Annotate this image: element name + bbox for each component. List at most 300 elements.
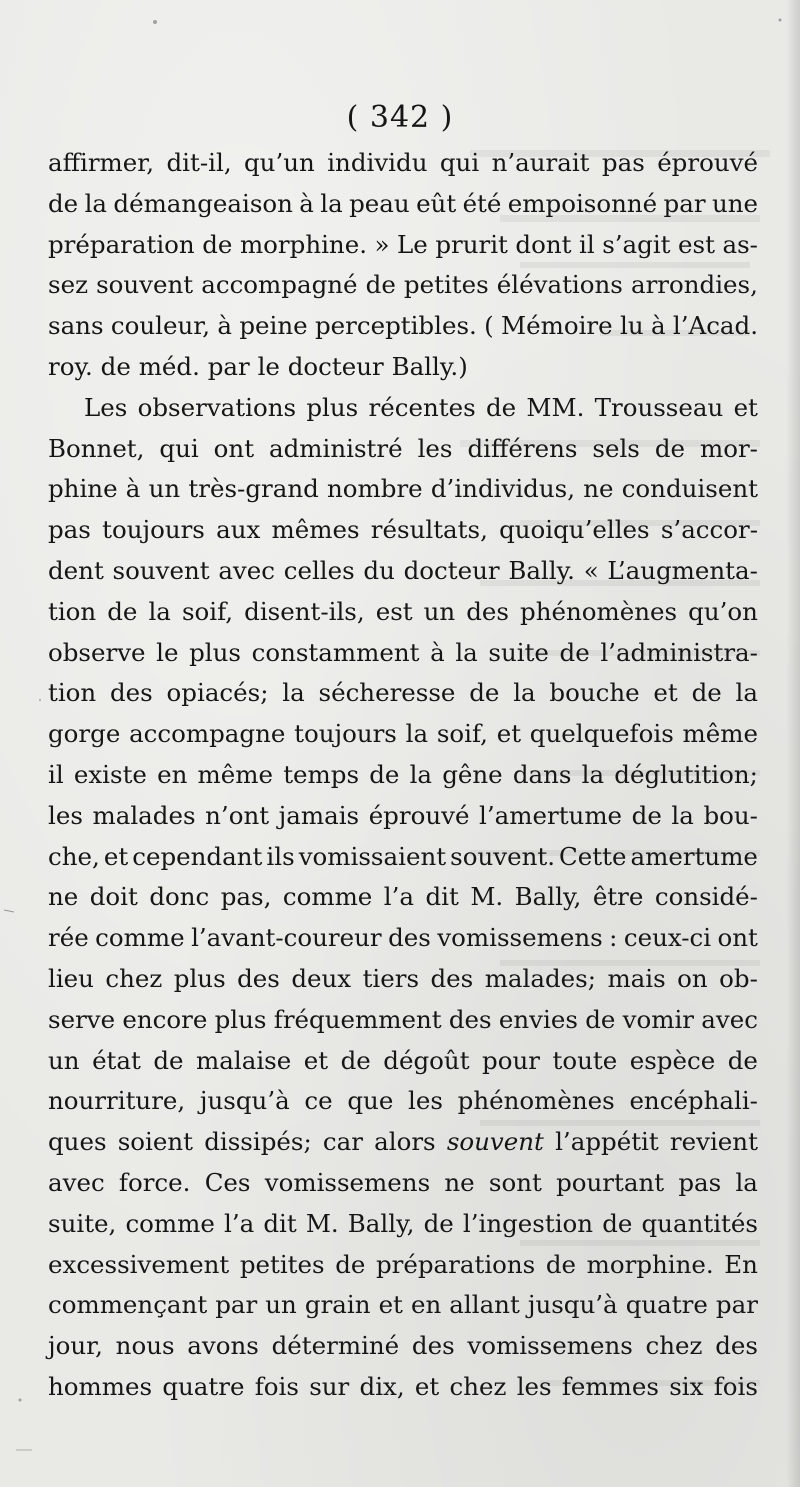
word: Mémoire: [501, 311, 613, 341]
word: comme: [282, 882, 373, 912]
word: Bally,: [347, 1208, 415, 1238]
word: car: [322, 1127, 363, 1157]
word: nombre: [327, 474, 423, 504]
word: pas,: [220, 882, 272, 912]
word: avec: [701, 1004, 758, 1034]
word: n’ont: [205, 800, 270, 830]
word: prurit: [435, 229, 508, 259]
word: sont: [488, 1167, 542, 1197]
word: vomissemens: [437, 923, 603, 953]
word: vomissemens: [467, 1331, 633, 1361]
word: de: [485, 392, 517, 422]
word: quatre: [625, 1290, 708, 1320]
word: être: [592, 882, 644, 912]
word: de: [48, 188, 79, 218]
word: vomissaient: [298, 841, 447, 871]
word: Trousseau: [594, 392, 724, 422]
word: amertume: [630, 841, 758, 871]
word: dix,: [359, 1371, 405, 1401]
word: Le: [397, 229, 428, 259]
word: chez: [105, 963, 163, 993]
word: la: [455, 637, 478, 667]
page-number: ( 342 ): [346, 100, 454, 135]
word: En: [724, 1249, 758, 1279]
word: des: [466, 596, 510, 626]
word: suite,: [48, 1208, 117, 1238]
word: l’ingestion: [462, 1208, 594, 1238]
word: différens: [467, 433, 578, 463]
word: accompagne: [129, 719, 286, 749]
text-line: [48, 225, 758, 266]
word: déterminé: [271, 1331, 400, 1361]
word: chez: [449, 1371, 507, 1401]
word: la: [405, 719, 429, 749]
word: tiers: [362, 963, 420, 993]
word: préparations: [375, 1249, 536, 1279]
word: comme: [125, 1208, 215, 1238]
word: bou-: [703, 800, 758, 830]
word: éprouvé: [368, 800, 470, 830]
text-line: [48, 1122, 758, 1163]
text-line: [48, 347, 758, 388]
word: et: [303, 1045, 329, 1075]
word: phénomènes: [457, 1086, 615, 1116]
word: le: [156, 637, 179, 667]
word: récentes: [368, 392, 476, 422]
word: M.: [305, 1208, 339, 1238]
word: considé-: [654, 882, 758, 912]
word: lieu: [48, 963, 94, 993]
word: couleur,: [110, 311, 211, 341]
word: dégoût: [383, 1045, 470, 1075]
text-line: [48, 469, 758, 510]
word: ne: [444, 1167, 475, 1197]
word: empoisonné: [507, 188, 658, 218]
word: ob-: [719, 963, 758, 993]
word: dans: [512, 759, 572, 789]
word: administré: [269, 433, 403, 463]
word: quatre: [162, 1371, 245, 1401]
word: on: [677, 963, 708, 993]
page-edge-shadow: [786, 0, 800, 1487]
word: l’amertume: [479, 800, 623, 830]
word: de: [423, 1208, 454, 1238]
word: démangeaison: [113, 188, 293, 218]
text-line: [48, 755, 758, 796]
word: quantités: [641, 1208, 758, 1238]
word: même: [682, 719, 758, 749]
word: pas: [48, 515, 91, 545]
word: dent: [48, 555, 104, 585]
word: jusqu’à: [527, 1290, 618, 1320]
word: la: [282, 678, 305, 708]
word: l’administra-: [600, 637, 758, 667]
word: la: [735, 678, 758, 708]
word: il: [579, 229, 595, 259]
word: un: [423, 596, 456, 626]
word: fois: [713, 1371, 758, 1401]
text-line: [48, 1041, 758, 1082]
word: ne: [48, 882, 79, 912]
word: l’appétit: [555, 1127, 659, 1157]
word: de: [469, 678, 500, 708]
word: pas: [678, 1167, 722, 1197]
word: M.: [470, 882, 504, 912]
word: jour,: [48, 1331, 103, 1361]
word: dissipés;: [204, 1127, 312, 1157]
word: serve: [48, 1004, 116, 1034]
word: d’individus,: [430, 474, 575, 504]
word: nourriture,: [48, 1086, 186, 1116]
word: l’a: [223, 1208, 255, 1238]
word: envies: [498, 1004, 578, 1034]
word: de: [369, 759, 400, 789]
word: constamment: [251, 637, 420, 667]
word: avons: [187, 1331, 259, 1361]
word: petites: [239, 1249, 325, 1279]
word: affirmer,: [48, 148, 155, 177]
word: de: [602, 1208, 633, 1238]
word: en: [410, 1290, 442, 1320]
text-line: [48, 877, 758, 918]
word: soif,: [436, 719, 488, 749]
word: roy.: [48, 351, 93, 381]
word: Bally,: [514, 882, 582, 912]
word: Bonnet,: [48, 433, 145, 463]
word: »: [374, 229, 390, 259]
word: toute: [552, 1045, 618, 1075]
word: de: [365, 270, 396, 300]
text-line: [48, 1245, 758, 1286]
word: et: [103, 841, 129, 871]
word: temps: [283, 759, 360, 789]
word: qu’un: [244, 148, 315, 177]
word: et: [414, 1371, 440, 1401]
word: une: [711, 188, 758, 218]
word: et: [496, 719, 522, 749]
word: rée: [48, 923, 89, 953]
word: éprouvé: [657, 148, 758, 177]
word: mais: [607, 963, 666, 993]
word: che,: [48, 841, 100, 871]
word: vomir: [622, 1004, 695, 1034]
word: n’aurait: [491, 148, 590, 177]
word: de: [202, 229, 233, 259]
word: peau: [349, 188, 410, 218]
word: des: [715, 1331, 758, 1361]
word: lu: [619, 311, 644, 341]
word: un: [48, 1045, 80, 1075]
text-line: [48, 959, 758, 1000]
word: Ces: [204, 1167, 251, 1197]
word: plus: [306, 392, 359, 422]
word: quelquefois: [529, 719, 674, 749]
word: à: [299, 188, 314, 218]
text-line: [48, 551, 758, 592]
word: fois: [254, 1371, 299, 1401]
word: méd.: [138, 351, 200, 381]
word: morphine.: [586, 1249, 714, 1279]
word: par: [715, 1290, 758, 1320]
word: à: [125, 474, 141, 504]
word: doit: [89, 882, 138, 912]
word: jusqu’à: [199, 1086, 290, 1116]
word: des: [448, 1004, 492, 1034]
word: tion: [48, 678, 97, 708]
word: malaise: [196, 1045, 292, 1075]
word: eût: [416, 188, 457, 218]
word: de: [691, 678, 722, 708]
word: soif,: [181, 596, 234, 626]
word: docteur: [403, 555, 500, 585]
word: qu’on: [688, 596, 758, 626]
word: de: [545, 1249, 577, 1279]
word: les: [516, 1371, 552, 1401]
word: préparation: [48, 229, 195, 259]
word: les: [408, 1086, 443, 1116]
word: soient: [117, 1127, 194, 1157]
word: observations: [137, 392, 297, 422]
word: ceux-ci: [623, 923, 712, 953]
word: que: [347, 1086, 394, 1116]
word: femmes: [561, 1371, 659, 1401]
word: des: [388, 923, 431, 953]
word: Les: [84, 392, 128, 422]
word: est: [375, 596, 413, 626]
word: toujours: [294, 719, 397, 749]
text-line: [48, 633, 758, 674]
word: souvent: [96, 270, 194, 300]
text-line: [48, 265, 758, 306]
body-text: [48, 143, 758, 1408]
word: état: [92, 1045, 141, 1075]
word: encéphali-: [629, 1086, 758, 1116]
text-line: [48, 1285, 758, 1326]
word: de: [340, 1045, 371, 1075]
text-line: [48, 1204, 758, 1245]
word: souvent: [446, 1127, 544, 1157]
word: accompagné: [201, 270, 358, 300]
word: ont: [717, 923, 758, 953]
word: plus: [173, 963, 226, 993]
word: mêmes: [271, 515, 360, 545]
word: mor-: [699, 433, 758, 463]
word: pour: [482, 1045, 540, 1075]
word: de: [335, 1249, 366, 1279]
word: la: [581, 759, 605, 789]
text-line: [48, 837, 758, 878]
word: dit: [263, 1208, 297, 1238]
text-line: [48, 1000, 758, 1041]
word: ils: [266, 841, 295, 871]
word: un: [148, 474, 181, 504]
word: encore: [122, 1004, 208, 1034]
word: la: [671, 800, 694, 830]
word: peine: [239, 311, 308, 341]
word: résultats,: [370, 515, 488, 545]
word: et: [733, 392, 758, 422]
word: perceptibles.: [314, 311, 477, 341]
word: la: [409, 759, 433, 789]
word: aux: [216, 515, 261, 545]
word: espèce: [629, 1045, 716, 1075]
word: par: [215, 1290, 258, 1320]
word: commençant: [48, 1290, 208, 1320]
word: comme: [95, 923, 185, 953]
word: donc: [149, 882, 210, 912]
word: des: [110, 678, 153, 708]
word: à: [430, 637, 445, 667]
word: opiacés;: [166, 678, 269, 708]
word: de: [654, 433, 686, 463]
word: dont: [515, 229, 572, 259]
word: de: [585, 1004, 616, 1034]
word: alors: [374, 1127, 436, 1157]
word: à: [217, 311, 232, 341]
word: ont: [213, 433, 255, 463]
word: été: [462, 188, 502, 218]
word: l’avant-coureur: [191, 923, 382, 953]
text-line: [48, 714, 758, 755]
word: qui: [439, 148, 480, 177]
word: la: [84, 188, 108, 218]
word: grain: [304, 1290, 371, 1320]
word: (: [484, 311, 494, 341]
word: avec: [218, 555, 275, 585]
word: plus: [214, 1004, 267, 1034]
word: L’augmenta-: [607, 555, 758, 585]
word: ne: [583, 474, 614, 504]
word: as-: [722, 229, 758, 259]
word: observe: [48, 637, 146, 667]
word: existe: [73, 759, 147, 789]
word: un: [265, 1290, 297, 1320]
word: arrondies,: [630, 270, 758, 300]
word: la: [513, 678, 536, 708]
word: sur: [309, 1371, 350, 1401]
word: :: [609, 923, 618, 953]
text-line: [48, 918, 758, 959]
word: élévations: [496, 270, 623, 300]
text-line: [48, 510, 758, 551]
text-line: [48, 306, 758, 347]
word: sez: [48, 270, 88, 300]
word: la: [148, 596, 171, 626]
word: sans: [48, 311, 104, 341]
word: les: [48, 800, 83, 830]
word: phénomènes: [520, 596, 678, 626]
word: il: [48, 759, 64, 789]
word: hommes: [48, 1371, 153, 1401]
word: la: [320, 188, 343, 218]
word: MM.: [526, 392, 585, 422]
word: l’Acad.: [672, 311, 758, 341]
word: Cette: [559, 841, 627, 871]
word: excessivement: [48, 1249, 230, 1279]
word: en: [157, 759, 188, 789]
word: gorge: [48, 719, 121, 749]
word: de: [559, 637, 590, 667]
word: souvent.: [450, 841, 555, 871]
word: revient: [669, 1127, 758, 1157]
text-line: [48, 796, 758, 837]
word: de: [107, 596, 138, 626]
word: les: [417, 433, 453, 463]
word: le: [257, 351, 280, 381]
word: de: [100, 351, 131, 381]
word: vomissemens: [264, 1167, 431, 1197]
word: et: [653, 678, 678, 708]
word: avec: [48, 1167, 105, 1197]
word: déglutition;: [614, 759, 758, 789]
word: suite: [488, 637, 549, 667]
word: petites: [403, 270, 489, 300]
text-line: [48, 388, 758, 429]
text-line: [48, 143, 758, 184]
text-line: [48, 184, 758, 225]
text-line: [48, 592, 758, 633]
word: deux: [291, 963, 352, 993]
word: ce: [304, 1086, 333, 1116]
word: par: [207, 351, 250, 381]
word: des: [237, 963, 280, 993]
word: tion: [48, 596, 97, 626]
word: fréquemment: [273, 1004, 442, 1034]
word: toujours: [102, 515, 205, 545]
word: sécheresse: [318, 678, 456, 708]
text-line: [48, 1326, 758, 1367]
text-line: [48, 1367, 758, 1408]
word: force.: [118, 1167, 191, 1197]
word: dit: [425, 882, 459, 912]
word: cependant: [132, 841, 263, 871]
word: et: [378, 1290, 403, 1320]
word: souvent: [112, 555, 210, 585]
word: malades;: [484, 963, 596, 993]
word: celles: [283, 555, 355, 585]
word: de: [727, 1045, 758, 1075]
word: jamais: [278, 800, 360, 830]
word: malades: [92, 800, 196, 830]
word: pas: [601, 148, 645, 177]
word: allant: [449, 1290, 520, 1320]
text-line: [48, 673, 758, 714]
word: docteur: [287, 351, 384, 381]
word: conduisent: [621, 474, 758, 504]
word: s’accor-: [660, 515, 758, 545]
word: «: [583, 555, 599, 585]
text-line: [48, 1163, 758, 1204]
word: qui: [159, 433, 199, 463]
word: morphine.: [239, 229, 367, 259]
word: de: [153, 1045, 184, 1075]
word: phine: [48, 474, 118, 504]
word: plus: [189, 637, 241, 667]
word: ques: [48, 1127, 107, 1157]
word: très-grand: [188, 474, 319, 504]
word: du: [363, 555, 395, 585]
word: six: [669, 1371, 704, 1401]
word: l’a: [383, 882, 415, 912]
word: dit-il,: [166, 148, 232, 177]
word: est: [678, 229, 715, 259]
word: même: [197, 759, 274, 789]
word: bouche: [549, 678, 640, 708]
word: individu: [327, 148, 428, 177]
word: la: [735, 1167, 758, 1197]
word: pourtant: [556, 1167, 665, 1197]
word: s’agit: [602, 229, 671, 259]
